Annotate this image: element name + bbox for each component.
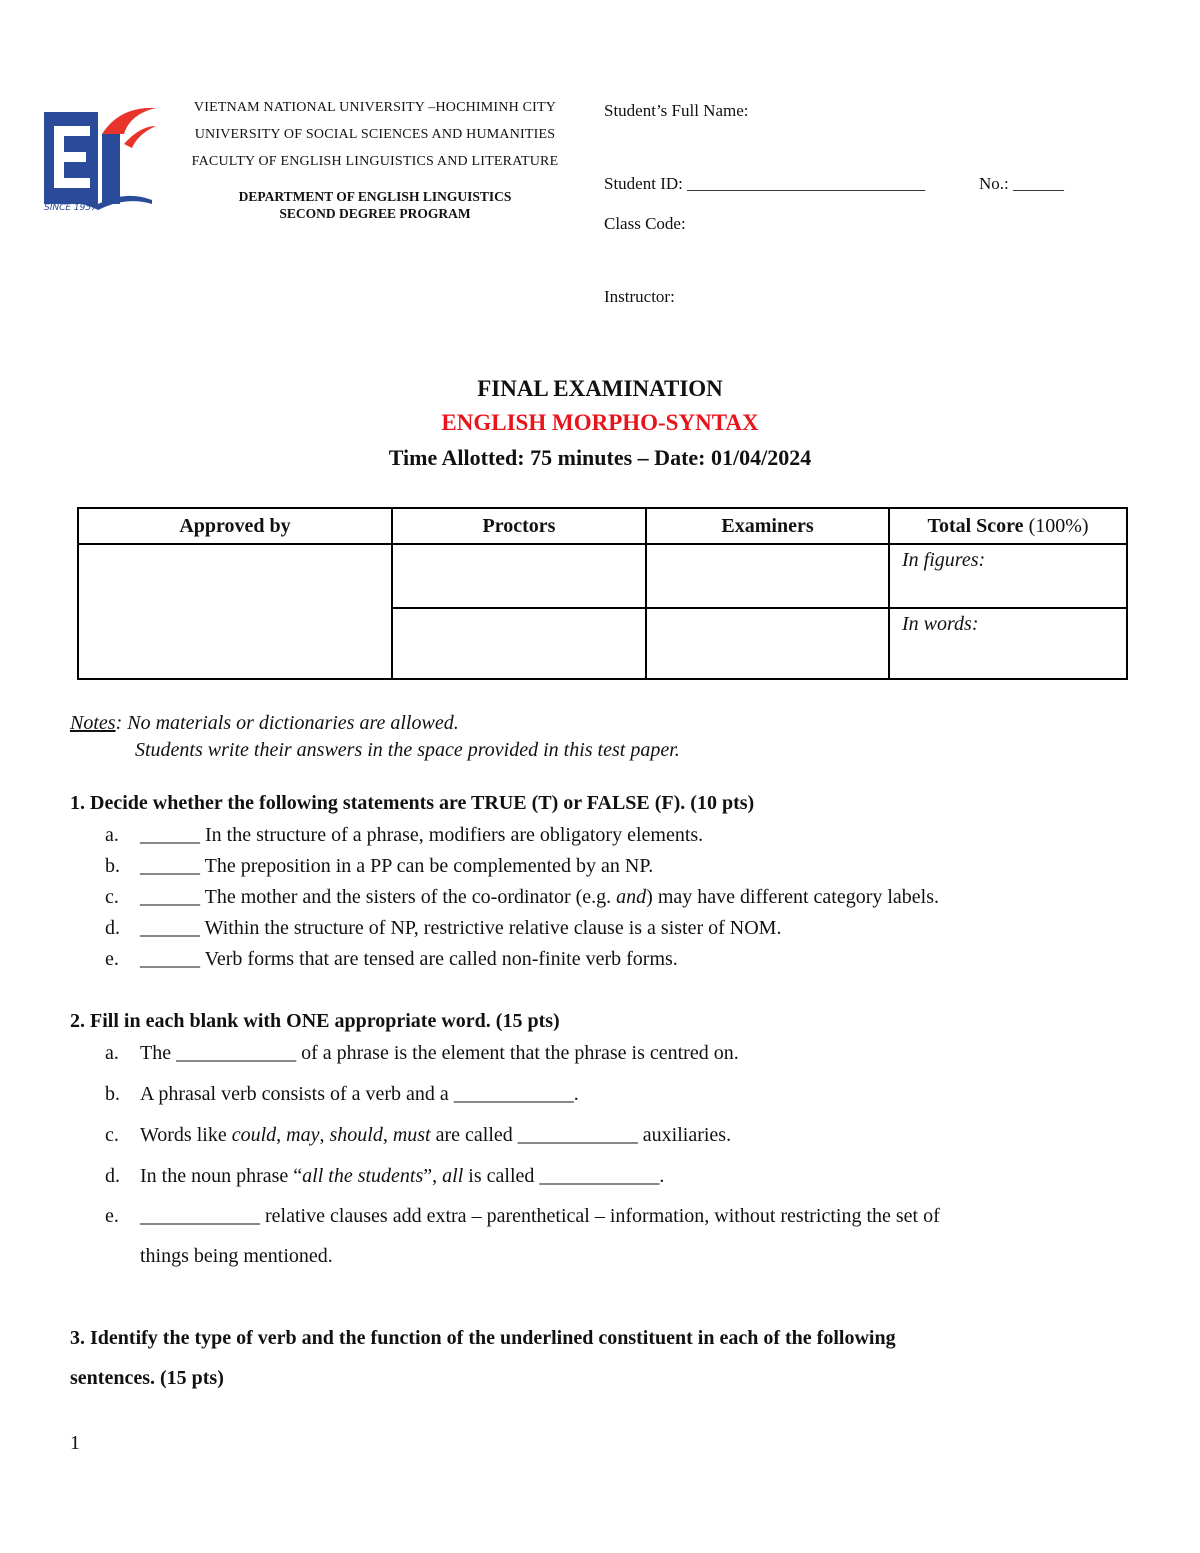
s1-a-label: a.	[105, 824, 119, 846]
examiner-cell-2[interactable]	[646, 608, 889, 679]
s2-d-mid: ”,	[423, 1165, 443, 1187]
program-line: SECOND DEGREE PROGRAM	[279, 206, 471, 221]
s2-c-word-should: should	[329, 1124, 383, 1146]
total-score-percent: (100%)	[1028, 514, 1089, 537]
header-examiners: Examiners	[646, 508, 889, 544]
section-3-title-line-2: sentences. (15 pts)	[70, 1367, 224, 1389]
s1-e-label: e.	[105, 948, 119, 970]
notes-line-2: Students write their answers in the space provided in this test paper.	[135, 739, 680, 761]
s2-c-word-could: could	[231, 1124, 277, 1146]
s2-b-label: b.	[105, 1083, 120, 1105]
section-3-title-line-1: 3. Identify the type of verb and the function of the underlined constituent in each of the following	[70, 1327, 896, 1349]
s1-c-italic: and	[616, 886, 647, 908]
s2-e-line-2: things being mentioned.	[140, 1245, 333, 1267]
header-total-score	[889, 508, 1127, 544]
s1-b-text: ______ The preposition in a PP can be complemented by an NP.	[140, 855, 654, 877]
s2-a-text: The ____________ of a phrase is the element that the phrase is centred on.	[140, 1042, 739, 1064]
header-approved-by: Approved by	[78, 508, 392, 544]
s2-d-pre: In the noun phrase “	[140, 1165, 303, 1187]
s2-d-italic: all the students	[302, 1165, 424, 1187]
student-id-label: Student ID: ____________________________	[604, 174, 926, 193]
approved-by-cell[interactable]	[78, 544, 392, 679]
s2-c-word-may: may	[286, 1124, 320, 1146]
exam-time-date: Time Allotted: 75 minutes – Date: 01/04/2024	[388, 445, 812, 470]
s1-c-pre: ______ The mother and the sisters of the co-ordinator (e.g.	[140, 886, 617, 908]
notes-line-1	[70, 712, 459, 735]
proctor-cell-1[interactable]	[392, 544, 646, 608]
s2-c-post: are called ____________ auxiliaries.	[430, 1124, 732, 1146]
university-line-2: UNIVERSITY OF SOCIAL SCIENCES AND HUMANITIES	[194, 127, 556, 142]
total-score-label: Total Score	[927, 514, 1024, 537]
s2-b-text: A phrasal verb consists of a verb and a ____________.	[140, 1083, 579, 1105]
s2-d-post: is called ____________.	[463, 1165, 665, 1187]
s2-c-text: Words like could, may, should, must are called ____________ auxiliaries.	[140, 1124, 732, 1146]
notes-text-1: : No materials or dictionaries are allowed.	[115, 712, 459, 734]
proctor-cell-2[interactable]	[392, 608, 646, 679]
instructor-label: Instructor:	[604, 287, 675, 306]
s2-d-text	[140, 1165, 664, 1188]
header-proctors: Proctors	[392, 508, 646, 544]
examiner-cell-1[interactable]	[646, 544, 889, 608]
s1-c-post: ) may have different category labels.	[646, 886, 940, 908]
s2-e-line-1: ____________ relative clauses add extra – parenthetical – information, without restricting the set of	[140, 1205, 940, 1227]
s1-d-text: ______ Within the structure of NP, restrictive relative clause is a sister of NOM.	[140, 917, 782, 939]
s1-a-text: ______ In the structure of a phrase, modifiers are obligatory elements.	[140, 824, 704, 846]
s1-d-label: d.	[105, 917, 120, 939]
in-words-label: In words:	[902, 613, 979, 635]
score-table	[77, 507, 1128, 680]
notes-label: Notes	[70, 712, 116, 734]
s2-d-label: d.	[105, 1165, 120, 1187]
section-1-title: 1. Decide whether the following statements are TRUE (T) or FALSE (F). (10 pts)	[70, 792, 755, 814]
university-line-1: VIETNAM NATIONAL UNIVERSITY –HOCHIMINH CITY	[193, 100, 557, 115]
logo-caption: SINCE 1957	[44, 203, 97, 213]
s2-d-italic-all: all	[442, 1165, 464, 1187]
s2-c-word-must: must	[392, 1124, 431, 1146]
s2-c-label: c.	[105, 1124, 119, 1146]
s2-a-label: a.	[105, 1042, 119, 1064]
exam-title: FINAL EXAMINATION	[477, 376, 723, 401]
s1-c-label: c.	[105, 886, 119, 908]
department-line: DEPARTMENT OF ENGLISH LINGUISTICS	[238, 189, 512, 204]
s1-c-text	[140, 886, 939, 909]
s2-c-pre: Words like	[140, 1124, 232, 1146]
class-code-label: Class Code:	[604, 214, 686, 233]
in-figures-cell[interactable]	[889, 544, 1127, 608]
in-figures-label: In figures:	[902, 549, 986, 571]
s1-e-text: ______ Verb forms that are tensed are called non-finite verb forms.	[140, 948, 678, 970]
faculty-line: FACULTY OF ENGLISH LINGUISTICS AND LITERATURE	[191, 154, 559, 169]
section-2-title: 2. Fill in each blank with ONE appropriate word. (15 pts)	[70, 1010, 560, 1032]
exam-subject: ENGLISH MORPHO-SYNTAX	[441, 410, 759, 435]
student-full-name-label: Student’s Full Name:	[604, 101, 749, 120]
in-words-cell[interactable]	[889, 608, 1127, 679]
number-label: No.: ______	[979, 174, 1064, 193]
faculty-logo	[40, 104, 158, 214]
s1-b-label: b.	[105, 855, 120, 877]
page-number: 1	[70, 1432, 80, 1454]
s2-e-label: e.	[105, 1205, 119, 1227]
